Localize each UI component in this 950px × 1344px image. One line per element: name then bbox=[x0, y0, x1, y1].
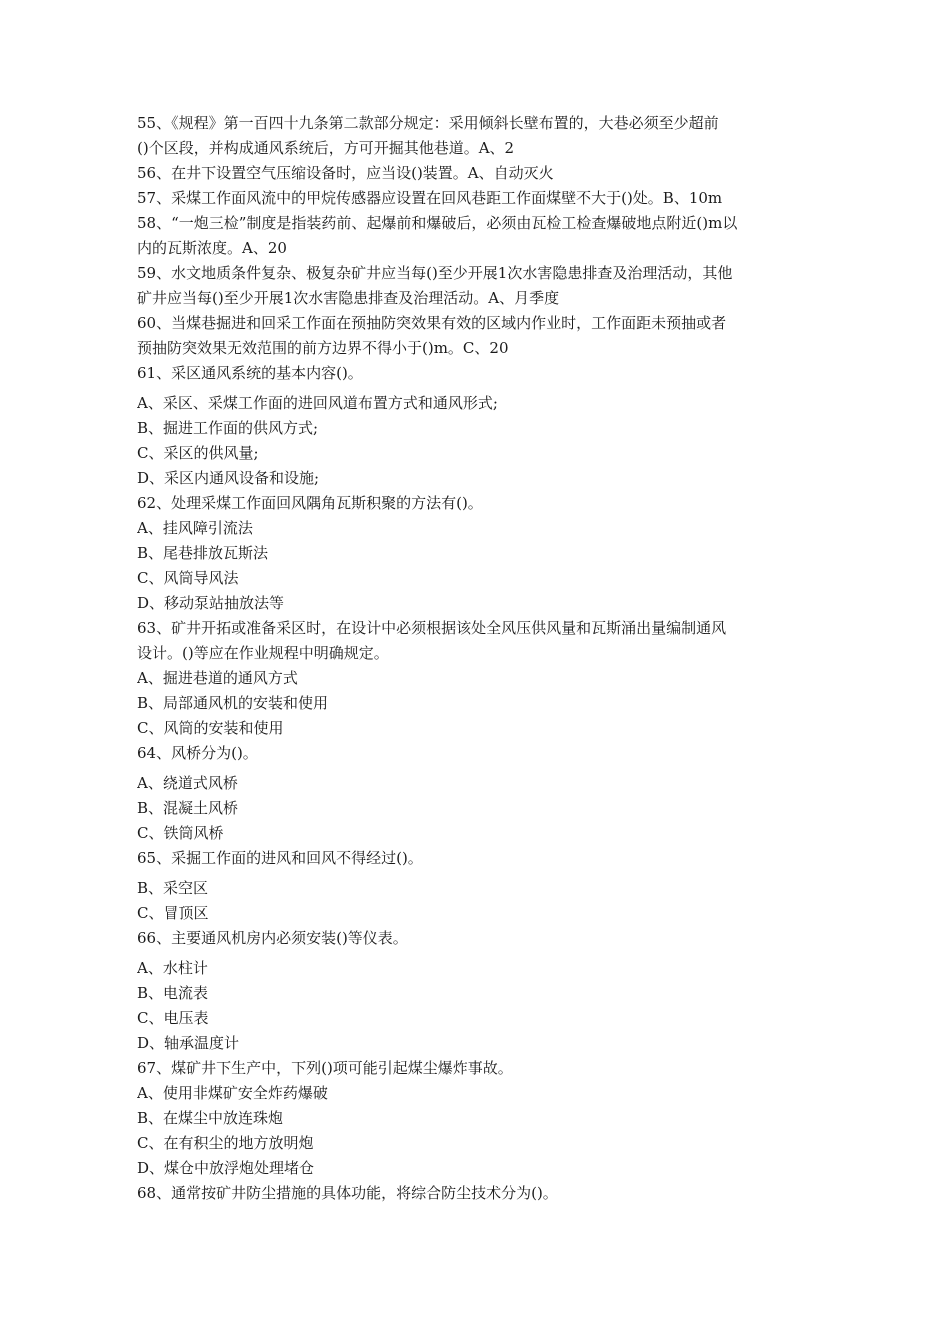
question-63-line-1: 63、矿井开拓或准备采区时，在设计中必须根据该处全风压供风量和瓦斯涌出量编制通风 bbox=[137, 619, 727, 637]
option-67-a: A、使用非煤矿安全炸药爆破 bbox=[137, 1084, 328, 1102]
option-66-b: B、电流表 bbox=[137, 984, 209, 1002]
option-61-c: C、采区的供风量; bbox=[137, 444, 259, 462]
question-60-line-1: 60、当煤巷掘进和回采工作面在预抽防突效果有效的区域内作业时，工作面距未预抽或者 bbox=[137, 314, 727, 332]
option-65-b: B、采空区 bbox=[137, 879, 209, 897]
question-57: 57、采煤工作面风流中的甲烷传感器应设置在回风巷距工作面煤壁不大于()处。B、10m bbox=[137, 189, 723, 207]
option-66-a: A、水柱计 bbox=[137, 959, 208, 977]
question-55-line-1: 55、《规程》第一百四十九条第二款部分规定：采用倾斜长壁布置的，大巷必须至少超前 bbox=[137, 114, 719, 132]
question-55-line-2: ()个区段，并构成通风系统后，方可开掘其他巷道。A、2 bbox=[137, 139, 515, 157]
option-62-a: A、挂风障引流法 bbox=[137, 519, 253, 537]
option-64-b: B、混凝土风桥 bbox=[137, 799, 239, 817]
option-61-d: D、采区内通风设备和设施; bbox=[137, 469, 320, 487]
question-59-line-1: 59、水文地质条件复杂、极复杂矿井应当每()至少开展1次水害隐患排查及治理活动，其他 bbox=[137, 264, 733, 282]
option-63-b: B、局部通风机的安装和使用 bbox=[137, 694, 329, 712]
question-58-line-2: 内的瓦斯浓度。A、20 bbox=[137, 239, 287, 257]
option-61-a: A、采区、采煤工作面的进回风道布置方式和通风形式; bbox=[137, 394, 498, 412]
question-64: 64、风桥分为()。 bbox=[137, 744, 258, 762]
question-63-line-2: 设计。()等应在作业规程中明确规定。 bbox=[137, 644, 389, 662]
option-66-c: C、电压表 bbox=[137, 1009, 209, 1027]
option-63-a: A、掘进巷道的通风方式 bbox=[137, 669, 298, 687]
question-60-line-2: 预抽防突效果无效范围的前方边界不得小于()m。C、20 bbox=[137, 339, 509, 357]
question-66: 66、主要通风机房内必须安装()等仪表。 bbox=[137, 929, 408, 947]
option-64-a: A、绕道式风桥 bbox=[137, 774, 238, 792]
option-62-d: D、移动泵站抽放法等 bbox=[137, 594, 285, 612]
question-58-line-1: 58、“一炮三检”制度是指装药前、起爆前和爆破后，必须由瓦检工检查爆破地点附近()m以 bbox=[137, 214, 738, 232]
question-68: 68、通常按矿井防尘措施的具体功能，将综合防尘技术分为()。 bbox=[137, 1184, 558, 1202]
option-61-b: B、掘进工作面的供风方式; bbox=[137, 419, 319, 437]
option-63-c: C、风筒的安装和使用 bbox=[137, 719, 284, 737]
option-67-b: B、在煤尘中放连珠炮 bbox=[137, 1109, 284, 1127]
document-body bbox=[137, 111, 819, 1206]
question-56: 56、在井下设置空气压缩设备时，应当设()装置。A、自动灭火 bbox=[137, 164, 554, 182]
option-62-c: C、风筒导风法 bbox=[137, 569, 239, 587]
question-65: 65、采掘工作面的进风和回风不得经过()。 bbox=[137, 849, 423, 867]
option-66-d: D、轴承温度计 bbox=[137, 1034, 240, 1052]
option-65-c: C、冒顶区 bbox=[137, 904, 209, 922]
question-62: 62、处理采煤工作面回风隅角瓦斯积聚的方法有()。 bbox=[137, 494, 483, 512]
question-59-line-2: 矿井应当每()至少开展1次水害隐患排查及治理活动。A、月季度 bbox=[137, 289, 560, 307]
option-64-c: C、铁筒风桥 bbox=[137, 824, 224, 842]
question-67: 67、煤矿井下生产中，下列()项可能引起煤尘爆炸事故。 bbox=[137, 1059, 513, 1077]
option-67-d: D、煤仓中放浮炮处理堵仓 bbox=[137, 1159, 315, 1177]
option-62-b: B、尾巷排放瓦斯法 bbox=[137, 544, 269, 562]
option-67-c: C、在有积尘的地方放明炮 bbox=[137, 1134, 314, 1152]
question-61: 61、采区通风系统的基本内容()。 bbox=[137, 364, 363, 382]
